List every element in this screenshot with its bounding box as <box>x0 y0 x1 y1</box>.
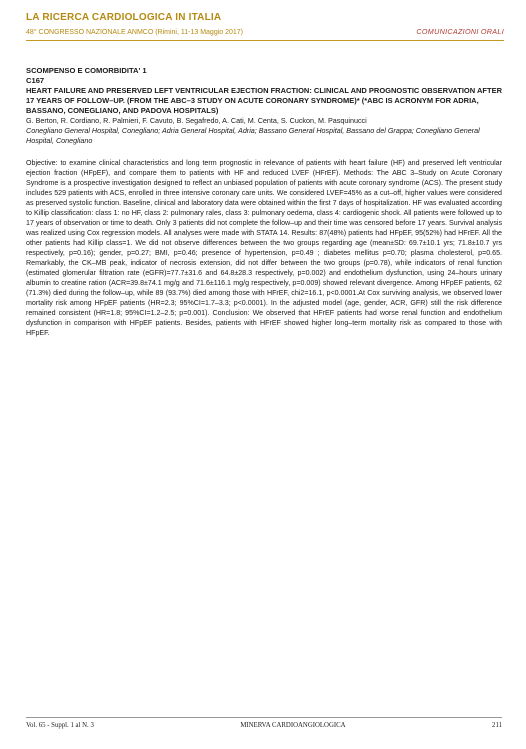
section-title: SCOMPENSO E COMORBIDITA' 1 <box>26 66 147 75</box>
page-number: 211 <box>492 722 502 729</box>
page-footer <box>26 717 502 729</box>
header-rule <box>26 40 504 41</box>
journal-title: LA RICERCA CARDIOLOGICA IN ITALIA <box>26 12 222 23</box>
abstract-body: Objective: to examine clinical characteristics and long term prognostic in relevance of patients with heart failure (HF) and preserved left ventricular ejection fraction (HFpEF), and compare them to patients with HF and reduced LVEF (HFrEF). Methods: The ABC 3–Study on Acute Coronary Syndrome is a prospective investigation designed to reflect an unbiased population of patients with acute coronary syndrome (ACS). The present study includes 529 patients with ACS, enrolled in three intensive coronary care units. We considered LVEF=45% as a cut–off, higher values were considered as preserved systolic function. Baseline, clinical and laboratory data were obtained within the first 7 days of hospitalization. HF was evaluated according to Killip classification: class 1: no HF, class 2: pulmonary rales, class 3: pulmonary oedema, class 4: cardiogenic shock. All patients were followed up to 17 years of observation or time to death. Only 3 patients did not complete the follow–up and their time was censored before 17 years. Survival analysis was realized using Cox regression models. All analyses were made with STATA 14. Results: 87(48%) patients had HFpEF, 95(52%) had HFrEF. All the other patients had Killip class=1. We did not observe differences between the two groups regarding age (mean±SD: 69.7±10.1 yrs; 71.8±10.7 yrs respectively, p=0.16); gender, p=0.27; BMI, p=0.46; presence of hypertension, p=0.49 ; diabetes mellitus p=0.70; plasma cholesterol, p=0.65. Remarkably, the CK–MB peak, indicator of necrosis extension, did not differ between the two groups (p=0.78), while indicators of renal function (estimated glomerular filtration rate (eGFR)=77.7±31.6 and 64.8±28.3 respectively, p=0.002) and endothelium dysfunction, using 24–hours urinary albumin to creatine ration (ACR=39.8±74.1 mg/g and 71.6±116.1 mg/g respectively, p=0.009) showed relevant divergence. Among HFpEF patients, 62 (71.3%) died during the follow–up, while 89 (93.7%) died among those with HFrEF, chi2=16.1, p<0.0001.At Cox surviving analysis, we observed lower mortality risk among HFpEF patients (HR=2.3; 95%CI=1.7–3.3; p<0.0001). In the adjusted model (age, gender, ACR, GFR) still the risk difference remained consistent (HR=1.8; 95%CI=1.2–2.5; p=0.001). Conclusion: We observed that HFrEF patients had worse renal function and endothelium dysfunction in comparison with HFpEF patients. Besides, patients with HFrEF showed higher long–term mortality risk as compared to those with HFpEF. <box>26 159 502 337</box>
congress-info: 48° CONGRESSO NAZIONALE ANMCO (Rimini, 11-13 Maggio 2017) <box>26 29 244 36</box>
footer-volume: Vol. 65 - Suppl. 1 al N. 3 <box>26 722 94 729</box>
abstract-article <box>26 66 502 338</box>
header-subrow <box>26 27 504 37</box>
section-tag: COMUNICAZIONI ORALI <box>416 27 504 36</box>
abstract-title: HEART FAILURE AND PRESERVED LEFT VENTRICULAR EJECTION FRACTION: CLINICAL AND PROGNOSTIC OBSERVATION AFTER 17 YEARS OF FOLLOW–UP. (FROM THE ABC–3 STUDY ON ACUTE CORONARY SYNDROME)* (*ABC IS ACRONYM FOR ADRIA, BASSANO, CONEGLIANO, AND PADOVA HOSPITALS) <box>26 86 502 115</box>
affiliations: Conegliano General Hospital, Conegliano; Adria General Hospital, Adria; Bassano General Hospital, Bassano del Grappa; Conegliano General Hospital, Conegliano <box>26 126 480 145</box>
abstract-id: C167 <box>26 76 45 85</box>
footer-journal: MINERVA CARDIOANGIOLOGICA <box>240 722 346 729</box>
authors: G. Berton, R. Cordiano, R. Palmieri, F. Cavuto, B. Segafredo, A. Cati, M. Centa, S. Cuckon, M. Pasquinucci <box>26 116 367 125</box>
page-header <box>26 12 504 41</box>
